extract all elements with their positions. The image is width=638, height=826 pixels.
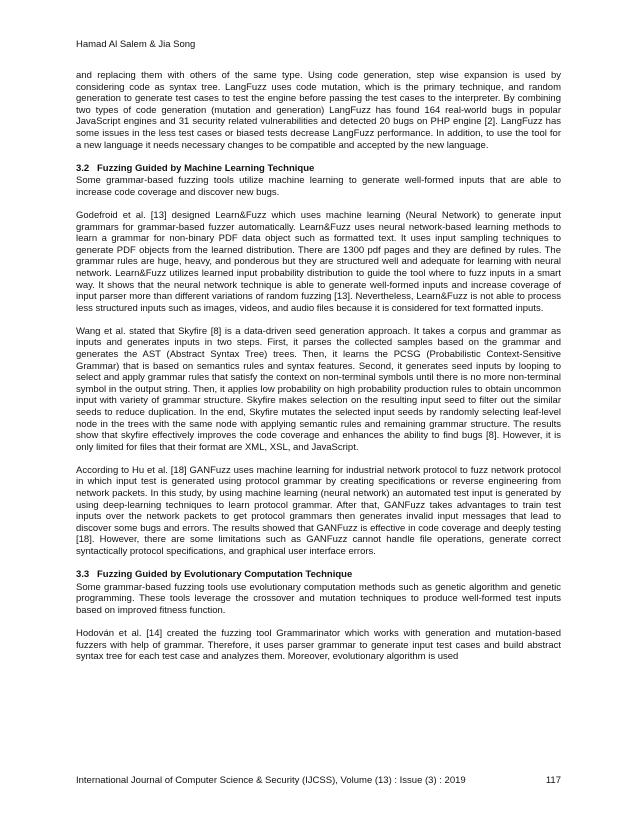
paragraph-ganfuzz: According to Hu et al. [18] GANFuzz uses machine learning for industrial network protocol to fuzz network protocol in which input test is generated using protocol grammar by creating specifications or reverse engineering from network packets. In this study, by using machine learning (neural network) an automated test input is generated by using deep-learning techniques to learn protocol grammar. After that, GANFuzz takes advantages to train test inputs over the network packets to get protocol grammars then generates invalid input messages that lead to discover some bugs and errors. The results showed that GANFuzz is effective in code coverage and deeply testing [18]. However, there are some limitations such as GANFuzz cannot handle file operations, generate correct syntactically protocol specifications, and graphical user interface errors. xyxy=(76,464,561,557)
section-heading-3-2 xyxy=(76,163,561,175)
section-number: 3.3 xyxy=(76,569,90,581)
section-3-3-intro: Some grammar-based fuzzing tools use evolutionary computation methods such as genetic algorithm and genetic programming. These tools leverage the crossover and mutation techniques to produce well-formed test inputs based on improved fitness function. xyxy=(76,581,561,616)
section-heading-3-3 xyxy=(76,569,561,581)
page-body xyxy=(76,70,561,674)
paragraph-grammarinator: Hodován et al. [14] created the fuzzing tool Grammarinator which works with generation and mutation-based fuzzers with help of grammar. Therefore, it uses parser grammar to generate input test cases and build abstract syntax tree for each test case and analyzes them. Moreover, evolutionary algorithm is used xyxy=(76,627,561,663)
section-title: Fuzzing Guided by Evolutionary Computation Technique xyxy=(97,569,353,581)
running-header-author: Hamad Al Salem & Jia Song xyxy=(76,39,196,50)
paragraph-skyfire: Wang et al. stated that Skyfire [8] is a data-driven seed generation approach. It takes a corpus and grammar as inputs and generates inputs in two steps. First, it parses the collected samples based on the grammar and generates the AST (Abstract Syntax Tree) trees. Then, it learns the PCSG (Probabilistic Context-Sensitive Grammar) that is based on semantics rules and syntax features. Second, it generates seed inputs by looping to select and apply grammar rules that satisfy the context on non-terminal symbols until there is no more non-terminal symbol in the output string. Then, it applies low probability on high probability production rules to obtain uncommon input with variety of grammar structure. Skyfire makes selection on the resulting input seed to filter out the similar seeds to reduce duplication. In the end, Skyfire mutates the selected input seeds by randomly selecting leaf-level node in the trees with the same node with applying semantic rules and remaining grammar structure. The results show that skyfire effectively improves the code coverage and enhances the ability to find bugs [8]. However, it is only limited for files that their format are XML, XSL, and JavaScript. xyxy=(76,325,561,453)
page-number: 117 xyxy=(545,775,561,786)
footer-journal: International Journal of Computer Science & Security (IJCSS), Volume (13) : Issue (3) : 2019 xyxy=(76,775,466,786)
section-number: 3.2 xyxy=(76,162,90,174)
paragraph-learn-fuzz: Godefroid et al. [13] designed Learn&Fuzz which uses machine learning (Neural Network) to generate input grammars for grammar-based fuzzer automatically. Learn&Fuzz uses neural network-based learning methods to learn a grammar for non-binary PDF data object such as formatted text. It uses input sampling techniques to generate PDF objects from the learned distribution. There are 1300 pdf pages and they are defined by rules. The grammar rules are huge, heavy, and ponderous but they are structured well and adequate for learning with neural network. Learn&Fuzz utilizes learned input probability distribution to guide the tool where to fuzz inputs in a smart way. It shows that the neural network technique is able to generate well-formed inputs and increase coverage of input parser more than different variations of random fuzzing [13]. Nevertheless, Learn&Fuzz is not able to process less structured inputs such as images, videos, and audio files because it is considered for text formatted inputs. xyxy=(76,209,561,314)
page-footer xyxy=(76,775,561,786)
section-title: Fuzzing Guided by Machine Learning Technique xyxy=(97,162,315,174)
paragraph-langfuzz: and replacing them with others of the same type. Using code generation, step wise expansion is used by considering code as syntax tree. LangFuzz uses code mutation, which is the primary technique, and random generation to generate test cases to test the engine before passing the test cases to the interpreter. By combining two types of code generation (mutation and generation) LangFuzz has found 164 real-world bugs in popular JavaScript engines and 31 security related vulnerabilities and detected 20 bugs on PHP engine [2]. LangFuzz has some issues in the less test cases or biased tests decrease LangFuzz performance. In addition, to use the tool for a new language it needs necessary changes to be compatible and accepted by the new language. xyxy=(76,70,561,151)
section-3-2-intro: Some grammar-based fuzzing tools utilize machine learning to generate well-formed inputs that are able to increase code coverage and discover new bugs. xyxy=(76,175,561,198)
